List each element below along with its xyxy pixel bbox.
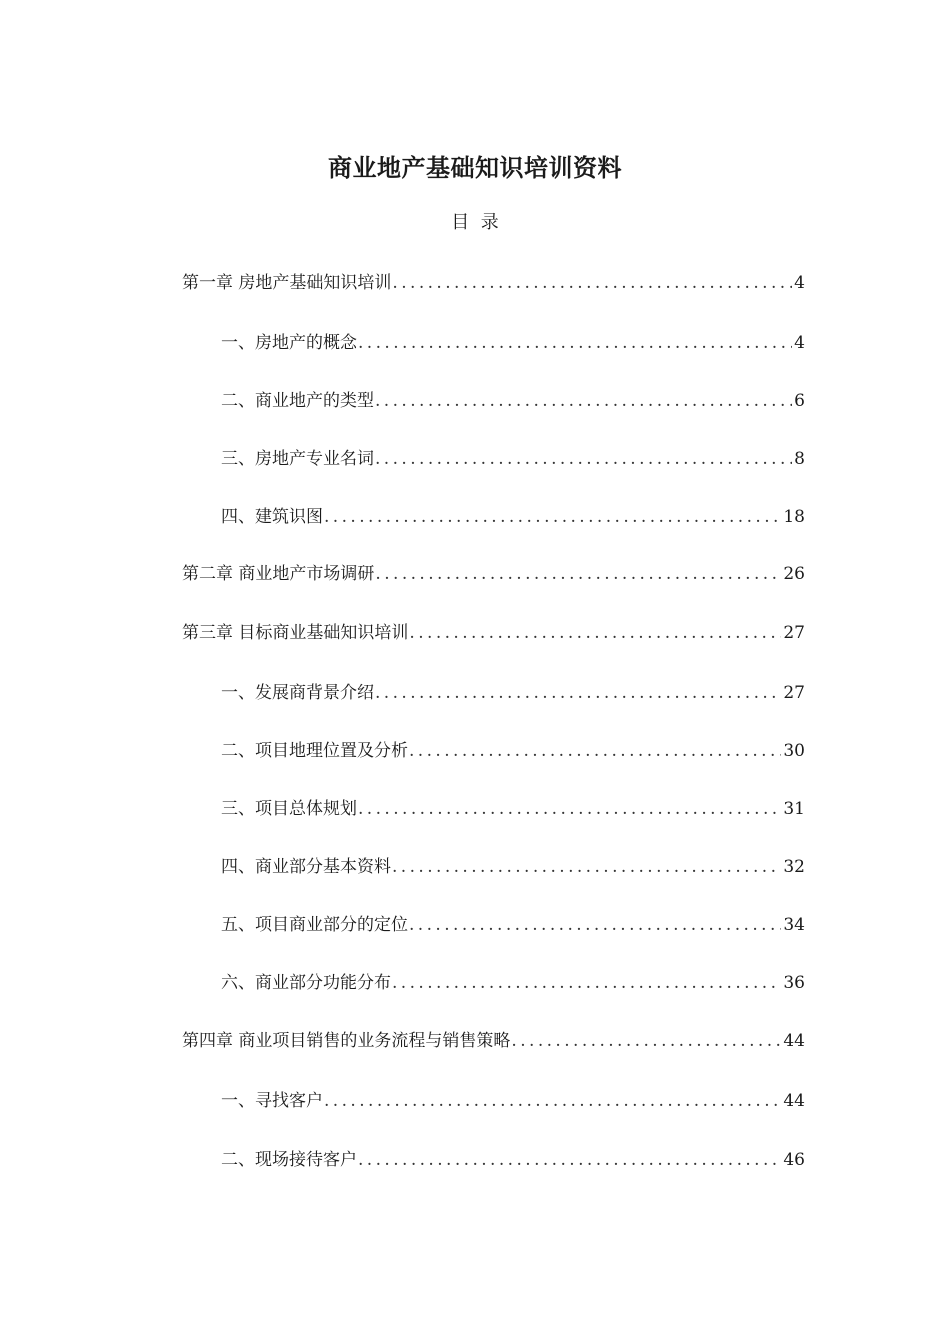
toc-entry-label: 第三章 目标商业基础知识培训 <box>182 623 409 643</box>
toc-entry-label: 四、商业部分基本资料 <box>221 857 391 877</box>
toc-page-number: 26 <box>783 564 805 584</box>
toc-page-number: 18 <box>783 507 805 527</box>
toc-dot-leader <box>358 330 792 356</box>
toc-heading-text: 目 录 <box>451 212 499 233</box>
toc-section-1-3[interactable] <box>221 446 805 472</box>
toc-page-number: 4 <box>794 273 805 293</box>
toc-section-3-5[interactable] <box>221 912 805 938</box>
toc-entry-label: 三、房地产专业名词 <box>221 449 374 469</box>
toc-page-number: 27 <box>783 683 805 703</box>
toc-entry-label: 第二章 商业地产市场调研 <box>182 564 375 584</box>
toc-section-3-4[interactable] <box>221 854 805 880</box>
toc-dot-leader <box>392 970 781 996</box>
toc-dot-leader <box>324 504 781 530</box>
toc-page-number: 30 <box>783 741 805 761</box>
toc-dot-leader <box>358 1147 781 1173</box>
toc-page-number: 31 <box>783 799 805 819</box>
toc-page-number: 8 <box>794 449 805 469</box>
toc-entry-label: 一、发展商背景介绍 <box>221 683 374 703</box>
toc-page-number: 34 <box>783 915 805 935</box>
toc-section-3-2[interactable] <box>221 738 805 764</box>
toc-entry-label: 三、项目总体规划 <box>221 799 357 819</box>
toc-dot-leader <box>409 912 781 938</box>
toc-dot-leader <box>358 796 781 822</box>
toc-dot-leader <box>392 270 792 296</box>
toc-entry-label: 二、项目地理位置及分析 <box>221 741 408 761</box>
toc-page-number: 32 <box>783 857 805 877</box>
toc-dot-leader <box>511 1028 781 1054</box>
toc-entry-label: 六、商业部分功能分布 <box>221 973 391 993</box>
toc-section-3-1[interactable] <box>221 680 805 706</box>
toc-page-number: 27 <box>783 623 805 643</box>
toc-page-number: 46 <box>783 1150 805 1170</box>
toc-section-3-6[interactable] <box>221 970 805 996</box>
toc-chapter-3[interactable] <box>182 620 805 646</box>
toc-entry-label: 五、项目商业部分的定位 <box>221 915 408 935</box>
toc-page-number: 44 <box>783 1031 805 1051</box>
toc-page-number: 36 <box>783 973 805 993</box>
toc-chapter-1[interactable] <box>182 270 805 296</box>
toc-entry-label: 第四章 商业项目销售的业务流程与销售策略 <box>182 1031 511 1051</box>
document-title: 商业地产基础知识培训资料 <box>328 154 622 183</box>
toc-page-number: 44 <box>783 1091 805 1111</box>
toc-dot-leader <box>392 854 781 880</box>
toc-entry-label: 一、房地产的概念 <box>221 333 357 353</box>
toc-page-number: 4 <box>794 333 805 353</box>
toc-section-4-1[interactable] <box>221 1088 805 1114</box>
toc-chapter-2[interactable] <box>182 561 805 587</box>
toc-section-3-3[interactable] <box>221 796 805 822</box>
toc-dot-leader <box>409 738 781 764</box>
toc-section-4-2[interactable] <box>221 1147 805 1173</box>
toc-dot-leader <box>324 1088 781 1114</box>
toc-dot-leader <box>375 680 781 706</box>
toc-chapter-4[interactable] <box>182 1028 805 1054</box>
toc-entry-label: 四、建筑识图 <box>221 507 323 527</box>
toc-entry-label: 一、寻找客户 <box>221 1091 323 1111</box>
toc-entry-label: 二、现场接待客户 <box>221 1150 357 1170</box>
toc-dot-leader <box>375 446 792 472</box>
toc-section-1-4[interactable] <box>221 504 805 530</box>
toc-section-1-2[interactable] <box>221 388 805 414</box>
toc-dot-leader <box>409 620 781 646</box>
toc-entry-label: 二、商业地产的类型 <box>221 391 374 411</box>
toc-page-number: 6 <box>794 391 805 411</box>
toc-dot-leader <box>375 388 792 414</box>
toc-dot-leader <box>375 561 781 587</box>
toc-section-1-1[interactable] <box>221 330 805 356</box>
toc-entry-label: 第一章 房地产基础知识培训 <box>182 273 392 293</box>
